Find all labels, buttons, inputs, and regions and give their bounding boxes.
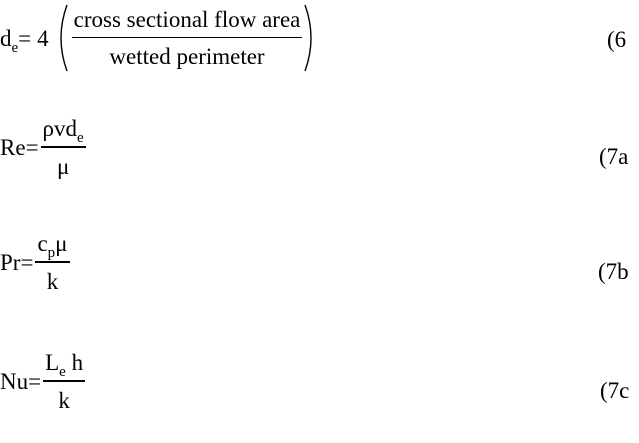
eq7a-lhs: Re xyxy=(0,134,26,160)
eq7c-numerator: $L_e$ h xyxy=(45,350,84,380)
eq7b-denominator: k xyxy=(46,268,59,294)
eq7b-fraction-bar xyxy=(35,261,69,262)
equation-6 xyxy=(0,3,320,73)
right-paren xyxy=(302,3,320,73)
eq7b-equals: = xyxy=(20,249,34,275)
eq7b-numerator-tail: μ xyxy=(55,231,68,256)
eq7c-fraction-bar xyxy=(43,380,85,381)
eq6-equals: = xyxy=(18,25,32,51)
eq7b-number: (7b xyxy=(598,259,629,284)
eq7b-numerator: $c_p\mu$ xyxy=(37,231,68,261)
eq7a-fraction-bar xyxy=(41,146,86,147)
eq7a-number: (7a xyxy=(599,144,629,169)
equation-7b xyxy=(0,231,70,294)
equation-7a xyxy=(0,116,86,179)
eq6-coefficient: 4 xyxy=(37,25,49,51)
eq7a-fraction xyxy=(41,116,86,179)
eq7c-numerator-subscript: e xyxy=(59,364,66,380)
eq6-fraction-bar xyxy=(72,37,303,38)
eq6-fraction xyxy=(72,7,303,70)
eq6-lhs: $d_e$ xyxy=(0,25,19,56)
eq7c-lhs: Nu xyxy=(0,368,29,394)
eq7b-numerator-subscript: p xyxy=(47,245,56,261)
eq7b-fraction xyxy=(35,231,69,294)
eq6-number: (6 xyxy=(607,27,627,52)
eq7b-lhs: Pr xyxy=(0,249,21,275)
eq6-denominator: wetted perimeter xyxy=(109,44,265,70)
left-paren xyxy=(52,3,70,73)
eq7a-numerator-subscript: e xyxy=(77,130,84,146)
eq7c-equals: = xyxy=(28,368,42,394)
eq7c-fraction xyxy=(43,350,85,413)
eq7a-numerator: ρvd$_e$ xyxy=(42,116,84,146)
eq6-lhs-subscript: e xyxy=(11,39,19,56)
equation-7c xyxy=(0,350,85,413)
eq7a-denominator: μ xyxy=(56,153,70,179)
eq7a-equals: = xyxy=(25,134,39,160)
eq6-numerator: cross sectional flow area xyxy=(73,6,301,32)
eq7c-number: (7c xyxy=(600,378,630,403)
eq7c-numerator-tail: h xyxy=(65,350,84,375)
eq7c-denominator: k xyxy=(58,387,70,413)
